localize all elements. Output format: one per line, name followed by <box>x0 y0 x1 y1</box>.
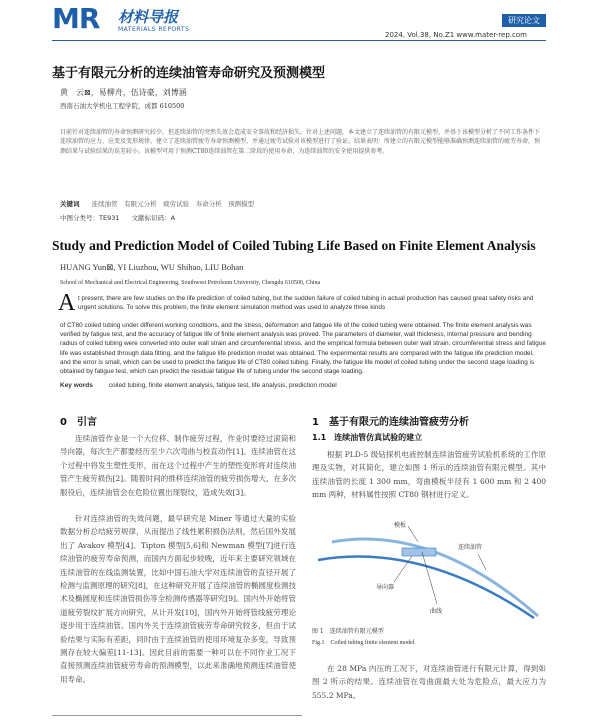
keywords-en-row <box>60 382 337 389</box>
figure-label-guide: 导向器 <box>376 584 395 591</box>
section-0-heading: 0 引言 <box>60 417 97 428</box>
authors-en: HUANG Yun⊠, YI Liuzhou, WU Shihao, LIU Bohan <box>60 262 244 272</box>
figure-label-tubing: 连续油管 <box>458 544 483 551</box>
figure-1-caption-en: Fig.1 Coiled tubing finite element model <box>312 640 415 646</box>
section-1-1-heading: 1.1 连续油管仿真试验的建立 <box>312 433 423 442</box>
header-divider <box>52 40 546 41</box>
paper-title-en: Study and Prediction Model of Coiled Tubing Life Based on Finite Element Analysis <box>52 238 536 253</box>
section-1-heading: 1 基于有限元的连续油管疲劳分析 <box>312 417 469 428</box>
figure-label-curve: 曲线 <box>430 608 443 615</box>
figure-label-template: 模板 <box>394 522 407 529</box>
doc-code-label: 文献标识码： <box>131 214 171 222</box>
keywords-cn: 连续油管 有限元分析 疲劳试验 寿命分析 预测模型 <box>91 200 255 208</box>
section-1-para-1: 根据 PLD-5 级钻探机电液控制连续油管疲劳试验机系统的工作原理及实物，对其简化，建立如图 1 所示的连续油管有限元模型。其中连续油管的长度 1 300 mm，弯曲模板半径有 1 600 mm 和 2 400 mm 两种，材料属性按照 CT80 钢材进行定义。 <box>312 450 546 500</box>
figure-1-drawing <box>312 520 546 620</box>
keywords-label-cn: 关键词 <box>60 200 80 208</box>
doc-code-value: A <box>170 214 176 222</box>
figure-1-caption-cn: 图 1 连续油管有限元模型 <box>312 628 384 635</box>
paper-title-cn: 基于有限元分析的连续油管寿命研究及预测模型 <box>52 66 326 81</box>
footer-rule <box>52 715 302 716</box>
section-0-para-2: 针对连续油管的失效问题，最早研究是 Miner 等通过大量的实验数据分析总结疲劳规律，从而提出了线性累积损伤法则，然后国外发展出了 Avakov 模型[4]、Tipton 模型[5,6]和 Newman 模型[7]进行连续油管的疲劳寿命预测，而国内方面起步较晚，近年来主要研究领域在连续油管的在线监测装置，比如中国石油大学对连续油管的直径开展了检测与监测原理的研究[8]，在这种研究开展了连续油管的椭圆度检测技术及椭圆度和连续油管损伤等全检测传感器等研究[9]。国内外开始将管道疲劳裂纹扩展方向研究，从计开发[10]，国内外开始将管线疲劳理论逐步用于连续油管。国内外关于连续油管疲劳寿命研究较多，但由于试验结果与实际有差距，同时由于连续油管的使用环境复杂多变，导致预测存在较大偏差[11-13]。因此目前的需要一种可以在不同作业工况下直接预测连续油管疲劳寿命的预测模型，以此来准确地预测连续油管使用寿命。 <box>60 514 296 684</box>
keywords-cn-row <box>60 199 254 208</box>
affiliation-en: School of Mechanical and Electrical Engineering, Southwest Petroleum University, Chengdu 610500, China <box>60 280 321 286</box>
abstract-en-body: of CT80 coiled tubing under different working conditions, and the stress, deformation and fatigue life of the coiled tubing were obtained. The finite element analysis was verified by fatigue test, and the accuracy of fatigue life of finite element analysis was proved. The parameters of diameter, wall thickness, internal pressure and bending radius of coiled tubing were converted into outer wall strain and circumferential stress, and the empirical formula between outer wall strain, circumferential stress and fatigue life was established through data fitting, and the fatigue life prediction model was obtained. The experimental results are compared with the fatigue life prediction model, and the error is small, which can be used to predict the fatigue life of CT80 coiled tubing. Finally, the fatigue life model of coiled tubing under the second stage loading is obtained by fatigue test, which can predict the residual fatigue life of tubing under the second stage loading. <box>60 322 546 376</box>
abstract-en-first: t present, there are few studies on the life prediction of coiled tubing, but the sudden failure of coiled tubing in actual production has caused great safety risks and urgent solutions. To solve this problem, the finite element simulation method was used to analyze three kinds <box>78 295 534 312</box>
abstract-cn: 目前针对连续油管的寿命预测研究较少，但连续油管的突然失效会造成安全事故和经济损失。针对上述问题，本文建立了连续油管的有限元模型，并基于该模型分析了不同工作条件下连续油管的应力、应变及变形规律，建立了连续油管疲劳寿命预测模型，并通过疲劳试验对该模型进行了验证。结果表明：所建立的有限元模型能够准确预测连续油管的疲劳寿命，预测结果与试验结果的误差较小。该模型可用于预测CT80连续油管在第二阶段的使用寿命，为连续油管的安全使用提供参考。 <box>60 129 541 155</box>
journal-logo-mark: MR <box>52 2 100 35</box>
section-tag: 研究论文 <box>502 14 546 27</box>
leader-curve <box>422 552 437 604</box>
clc-label: 中图分类号： <box>60 214 99 222</box>
journal-logo-cn: 材料导报 <box>118 8 179 26</box>
leader-tubing <box>478 554 486 570</box>
authors-cn: 黄 云⊠，易柳舟，伍诗豪，刘博涵 <box>60 88 187 97</box>
journal-logo-en: MATERIALS REPORTS <box>118 26 190 33</box>
guide-block <box>402 548 436 556</box>
clc-value: TE931 <box>99 214 120 222</box>
journal-info: 2024, Vol.38, No.Z1 www.mater-rep.com <box>385 31 527 39</box>
leader-template <box>408 526 418 542</box>
figure-1 <box>312 520 546 620</box>
section-0-para-1: 连续油管作业是一个大位移、制作疲劳过程，作业时要经过滚筒和导向器，每次生产都要经历至少六次弯曲与校直动作[1]。连续油管在这个过程中将发生塑性变形，而在这个过程中产生的塑性变形将对连续油管产生疲劳损伤[2]。随着时间的推移连续油管的疲劳损伤增大，在多次服役后，连续油管会在危险位置出现裂纹，造成失效[3]。 <box>60 434 296 497</box>
affiliation-cn: 西南石油大学机电工程学院，成都 610500 <box>60 102 185 110</box>
section-1-para-2: 在 28 MPa 内压的工况下，对连续油管进行有限元计算，得到如图 2 所示的结果。连续油管在弯曲面最大处为危险点，最大应力为 555.2 MPa。 <box>312 664 546 700</box>
classification-row <box>60 213 175 222</box>
keywords-label-en: Key words <box>60 382 93 389</box>
abstract-dropcap: A <box>58 290 76 316</box>
keywords-en: coiled tubing, finite element analysis, fatigue test, life analysis, prediction model <box>108 382 337 389</box>
